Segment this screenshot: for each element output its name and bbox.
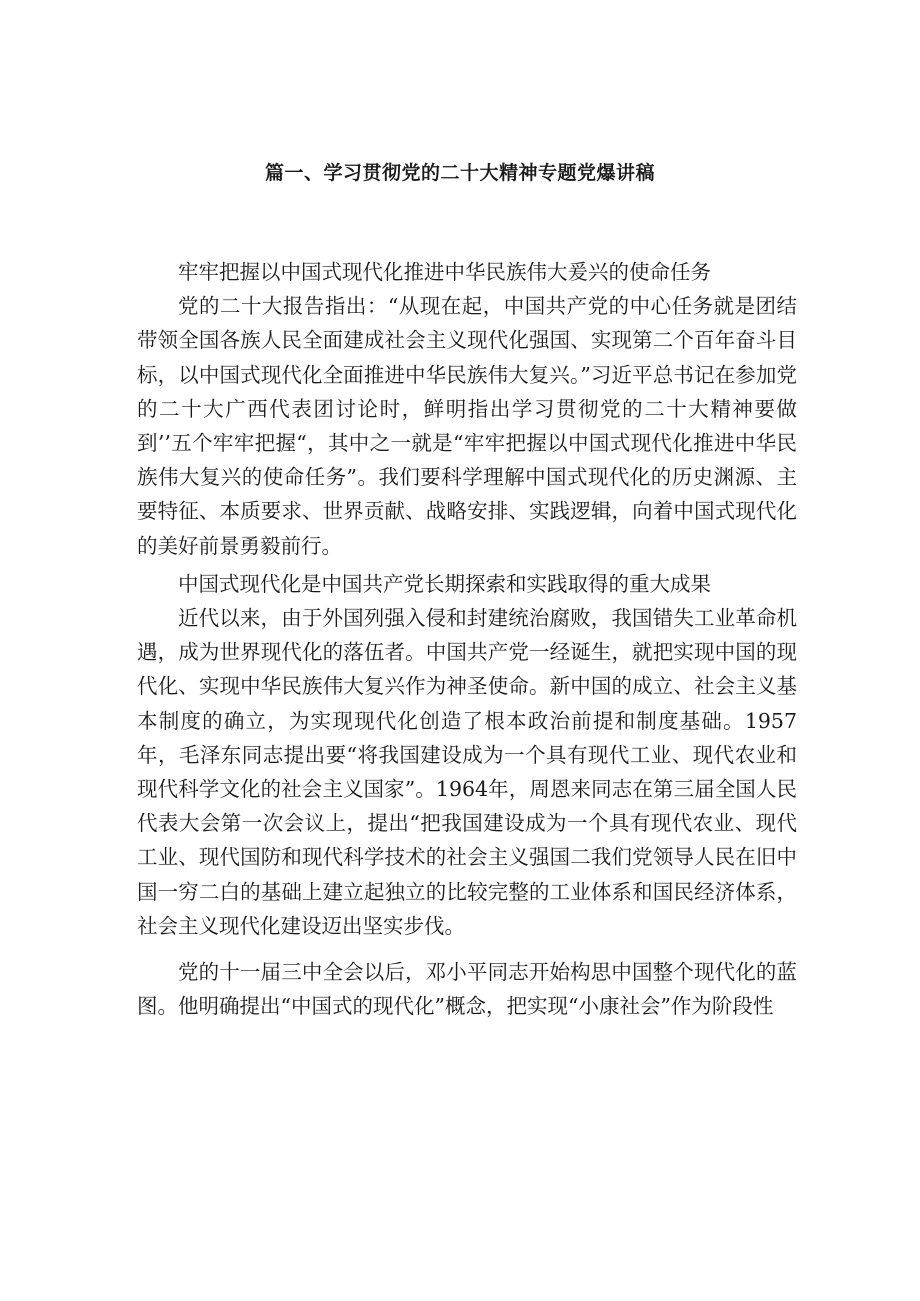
section-heading: 中国式现代化是中国共产党长期探索和实践取得的重大成果 [178, 571, 711, 596]
section-heading: 牢牢把握以中国式现代化推进中华民族伟大爰兴的使命任务 [178, 260, 711, 284]
document-title: 篇一、学习贯彻党的二十大精神专题党爆讲稿 [264, 162, 655, 184]
body-paragraph: 党的十一届三中全会以后，邓小平同志开始构思中国整个现代化的蓝图。他明确提出“中国式的现代化”概念，把实现“小康社会”作为阶段性 [137, 960, 797, 1019]
document-body [137, 255, 797, 1023]
body-paragraph: 近代以来，由于外国列强入侵和封建统治腐败，我国错失工业革命机遇，成为世界现代化的落伍者。中国共产党一经诞生，就把实现中国的现代化、实现中华民族伟大复兴作为神圣使命。新中国的成立、社会主义基本制度的确立，为实现现代化创造了根本政治前提和制度基础。1957年，毛泽东同志提出要“将我国建设成为一个具有现代工业、现代农业和现代科学文化的社会主义国家”。1964年，周恩来同志在第三届全国人民代表大会第一次会议上，提出“把我国建设成为一个具有现代农业、现代工业、现代国防和现代科学技术的社会主义强国二我们党领导人民在旧中国一穷二白的基础上建立起独立的比较完整的工业体系和国民经济体系，社会主义现代化建设迈出坚实步伐。 [137, 606, 797, 938]
body-paragraph: 党的二十大报告指出：“从现在起，中国共产党的中心任务就是团结带领全国各族人民全面建成社会主义现代化强国、实现第二个百年奋斗目标，以中国式现代化全面推进中华民族伟大复兴。”习近平总书记在参加党的二十大广西代表团讨论时，鲜明指出学习贯彻党的二十大精神要做到’’五个牢牢把握“，其中之一就是“牢牢把握以中国式现代化推进中华民族伟大复兴的使命任务”。我们要科学理解中国式现代化的历史渊源、主要特征、本质要求、世界贡献、战略安排、实践逻辑，向着中国式现代化的美好前景勇毅前行。 [137, 294, 797, 558]
